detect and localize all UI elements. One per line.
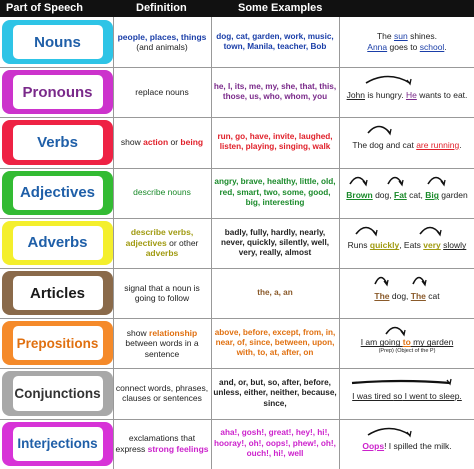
definition-cell	[114, 168, 210, 218]
part-of-speech-label: Interjections	[13, 427, 103, 461]
examples-text	[212, 132, 338, 152]
text-run: He	[405, 89, 417, 100]
text-run: .	[444, 42, 447, 53]
examples-cell	[212, 168, 338, 218]
text-run: describe verbs, adjectives	[125, 227, 194, 248]
example-sentence	[367, 31, 446, 53]
part-of-speech-label: Conjunctions	[13, 376, 103, 410]
text-run: , Eats	[399, 240, 424, 251]
text-run: being	[180, 137, 204, 148]
part-of-speech-label: Verbs	[13, 125, 103, 159]
definition-text	[121, 137, 203, 148]
text-run: aha!, gosh!, great!, hey!, hi!, hooray!, oh!, oops!, phew!, oh!, ouch!, hi!, well	[214, 428, 336, 458]
text-run: angry, brave, healthy, little, old, red, smart, two, some, good, big, interesting	[214, 177, 336, 207]
tab-nouns	[2, 20, 113, 64]
text-run: quickly	[369, 240, 400, 251]
definition-text	[114, 433, 210, 454]
text-run: badly, fully, hardly, nearly, never, quickly, silently, well, very, really, almost	[221, 227, 329, 257]
definition-cell	[114, 368, 210, 418]
text-run: Big	[425, 190, 439, 201]
example-sentence-cell	[340, 73, 474, 117]
example-sentence-cell	[340, 274, 474, 318]
text-run: goes to	[387, 42, 420, 53]
example-sentence	[361, 337, 454, 355]
text-run: garden	[438, 190, 468, 201]
part-of-speech-label: Prepositions	[13, 326, 103, 360]
text-run: sun	[393, 31, 408, 42]
examples-text	[212, 32, 338, 52]
text-run: he, I, its, me, my, she, that, this, those, us, who, whom, you	[213, 82, 337, 102]
examples-cell	[212, 268, 338, 318]
definition-text	[135, 87, 188, 98]
examples-text	[212, 328, 338, 359]
text-run: I was tired	[352, 390, 394, 401]
text-run: Oops	[362, 441, 385, 452]
text-run: cat	[425, 290, 440, 301]
definition-cell	[114, 117, 210, 167]
text-run: dog, cat, garden, work, music, town, Manila, teacher, Bob	[216, 31, 334, 52]
text-run: The	[410, 290, 426, 301]
text-run: slowly	[443, 240, 467, 251]
definition-cell	[114, 268, 210, 318]
text-run: to	[402, 337, 411, 348]
examples-text	[212, 428, 338, 459]
header-part-of-speech: Part of Speech	[6, 2, 84, 14]
text-run: dog,	[389, 290, 411, 301]
text-run: my garden	[410, 337, 454, 348]
text-run: show	[126, 327, 150, 338]
example-sentence	[362, 441, 451, 452]
example-sentence	[346, 190, 467, 201]
text-run: run, go, have, invite, laughed, listen, playing, singing, walk	[217, 132, 333, 152]
text-run: very	[423, 240, 441, 251]
text-run: are running	[416, 139, 460, 150]
text-run: or	[168, 137, 181, 148]
example-sentence	[347, 90, 468, 101]
text-run: wants to eat.	[416, 89, 468, 100]
text-run: The	[376, 31, 394, 42]
examples-text	[212, 82, 338, 102]
text-run: John	[346, 89, 366, 100]
definition-cell	[114, 419, 210, 469]
text-run: people, places, things	[117, 31, 207, 42]
text-run: relationship	[149, 327, 198, 338]
tab-articles	[2, 271, 113, 315]
text-run: the, a, an	[257, 287, 293, 297]
text-run: signal that a noun is going to follow	[124, 282, 200, 304]
tab-adjectives	[2, 171, 113, 215]
example-sentence-cell	[340, 374, 474, 418]
definition-text	[114, 328, 210, 360]
text-run: between words in a sentence	[125, 338, 199, 359]
tab-verbs	[2, 120, 113, 164]
text-run: or other	[166, 237, 199, 248]
tab-conjunctions	[2, 371, 113, 415]
text-run: I went to sleep.	[402, 390, 462, 401]
definition-cell	[114, 67, 210, 117]
examples-cell	[212, 419, 338, 469]
text-run: so	[393, 390, 403, 401]
text-run: cat,	[406, 190, 426, 201]
text-run: The	[374, 290, 390, 301]
text-run: dog,	[372, 190, 394, 201]
part-of-speech-label: Adverbs	[13, 226, 103, 260]
part-of-speech-label: Nouns	[13, 25, 103, 59]
text-run: Anna	[367, 42, 388, 53]
tab-adverbs	[2, 221, 113, 265]
text-run: (and animals)	[136, 42, 188, 53]
text-run: replace nouns	[135, 87, 189, 98]
text-run: Brown	[346, 190, 373, 201]
examples-cell	[212, 117, 338, 167]
text-run: adverbs	[145, 248, 179, 259]
part-of-speech-label: Pronouns	[13, 75, 103, 109]
definition-text	[114, 283, 210, 304]
example-sentence-cell	[340, 123, 474, 167]
text-run: ! I spilled the milk.	[384, 441, 452, 452]
text-run: describe nouns	[133, 187, 191, 198]
examples-cell	[212, 17, 338, 67]
part-of-speech-label: Articles	[13, 276, 103, 310]
examples-text	[212, 228, 338, 259]
text-run: shines.	[407, 31, 437, 42]
definition-cell	[114, 218, 210, 268]
header-some-examples: Some Examples	[238, 2, 323, 14]
text-run: and, or, but, so, after, before, unless, either, neither, because, since,	[213, 378, 337, 408]
text-run: above, before, except, from, in, near, of, since, between, upon, with, to, at, after, on	[214, 327, 336, 358]
text-run: strong feelings	[147, 443, 209, 454]
tab-pronouns	[2, 70, 113, 114]
definition-text	[133, 187, 191, 198]
tab-interjections	[2, 422, 113, 466]
text-run: Fat	[394, 190, 407, 201]
text-run: school	[419, 42, 445, 53]
sentence-note: (Prep) (Object of the P)	[378, 348, 436, 355]
example-sentence	[352, 140, 461, 151]
example-sentence-cell	[340, 425, 474, 469]
example-sentence	[374, 291, 439, 302]
examples-text	[212, 177, 338, 208]
text-run: show	[120, 137, 144, 148]
header-row	[0, 0, 474, 17]
example-sentence-cell	[340, 174, 474, 218]
examples-cell	[212, 67, 338, 117]
examples-text	[212, 378, 338, 409]
examples-cell	[212, 368, 338, 418]
definition-text	[114, 227, 210, 259]
definition-cell	[114, 17, 210, 67]
example-sentence-cell	[340, 17, 474, 67]
example-sentence-cell	[340, 324, 474, 368]
examples-cell	[212, 218, 338, 268]
text-run: .	[459, 139, 462, 150]
text-run: I am going	[360, 337, 403, 348]
text-run: The dog and cat	[352, 139, 417, 150]
text-run: exclamations that express	[115, 433, 196, 454]
tab-prepositions	[2, 321, 113, 365]
part-of-speech-label: Adjectives	[13, 176, 103, 210]
header-definition: Definition	[136, 2, 187, 14]
text-run: action	[143, 137, 169, 148]
example-sentence	[352, 391, 462, 402]
text-run: Runs	[347, 240, 370, 251]
definition-cell	[114, 318, 210, 368]
examples-cell	[212, 318, 338, 368]
example-sentence	[348, 240, 467, 251]
examples-text	[257, 288, 293, 298]
definition-text	[114, 32, 210, 53]
example-sentence-cell	[340, 224, 474, 268]
definition-text	[114, 383, 210, 404]
text-run: connect words, phrases, clauses or sentences	[115, 382, 209, 404]
text-run: is hungry.	[365, 89, 406, 100]
